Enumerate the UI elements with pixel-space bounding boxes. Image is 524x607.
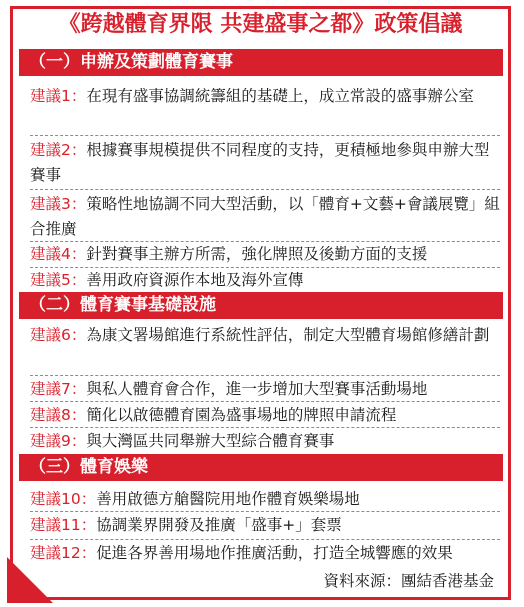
recommendation-label: 建議6：	[30, 326, 87, 344]
recommendation-label: 建議8：	[30, 406, 87, 424]
section-heading-2: （二）體育賽事基礎設施	[19, 292, 503, 319]
recommendation-label: 建議4：	[30, 245, 87, 263]
recommendation-5	[30, 266, 500, 293]
recommendation-4	[30, 240, 500, 267]
recommendation-label: 建議3：	[30, 195, 87, 213]
source-credit: 資料來源：團結香港基金	[323, 572, 494, 590]
page-title: 《跨越體育界限 共建盛事之都》政策倡議	[58, 12, 463, 37]
recommendation-text: 善用政府資源作本地及海外宣傳	[86, 271, 304, 289]
recommendation-label: 建議7：	[30, 380, 87, 398]
recommendation-label: 建議2：	[30, 141, 87, 159]
recommendation-9	[30, 427, 500, 454]
recommendation-text: 簡化以啟德體育園為盛事場地的牌照申請流程	[86, 406, 397, 424]
recommendation-text: 根據賽事規模提供不同程度的支持，更積極地參與申辦大型賽事	[30, 141, 490, 184]
recommendation-6	[30, 321, 500, 348]
recommendation-7	[30, 375, 500, 402]
recommendation-text: 針對賽事主辦方所需，強化牌照及後勤方面的支援	[86, 245, 428, 263]
recommendation-text: 協調業界開發及推廣「盛事+」套票	[96, 516, 342, 534]
recommendation-label: 建議10：	[30, 490, 97, 508]
recommendation-2	[30, 136, 500, 188]
recommendation-11	[30, 511, 500, 538]
recommendation-12	[30, 539, 485, 566]
recommendation-3	[30, 190, 500, 242]
recommendation-text: 善用啟德方艙醫院用地作體育娛樂場地	[96, 490, 360, 508]
recommendation-1	[30, 82, 500, 109]
section-heading-3: （三）體育娛樂	[19, 454, 503, 481]
recommendation-label: 建議1：	[30, 87, 87, 105]
recommendation-label: 建議11：	[30, 516, 97, 534]
section-heading-1: （一）申辦及策劃體育賽事	[19, 49, 503, 76]
recommendation-text: 與大灣區共同舉辦大型綜合體育賽事	[86, 432, 335, 450]
recommendation-8	[30, 401, 500, 428]
recommendation-text: 促進各界善用場地作推廣活動，打造全城響應的效果	[96, 544, 453, 562]
recommendation-text: 策略性地協調不同大型活動，以「體育+文藝+會議展覽」組合推廣	[30, 195, 500, 238]
recommendation-10	[30, 485, 500, 512]
recommendation-label: 建議5：	[30, 271, 87, 289]
recommendation-label: 建議12：	[30, 544, 97, 562]
recommendation-label: 建議9：	[30, 432, 87, 450]
recommendation-text: 與私人體育會合作，進一步增加大型賽事活動場地	[86, 380, 428, 398]
recommendation-text: 在現有盛事協調統籌組的基礎上，成立常設的盛事辦公室	[86, 87, 474, 105]
recommendation-text: 為康文署場館進行系統性評估，制定大型體育場館修繕計劃	[86, 326, 490, 344]
